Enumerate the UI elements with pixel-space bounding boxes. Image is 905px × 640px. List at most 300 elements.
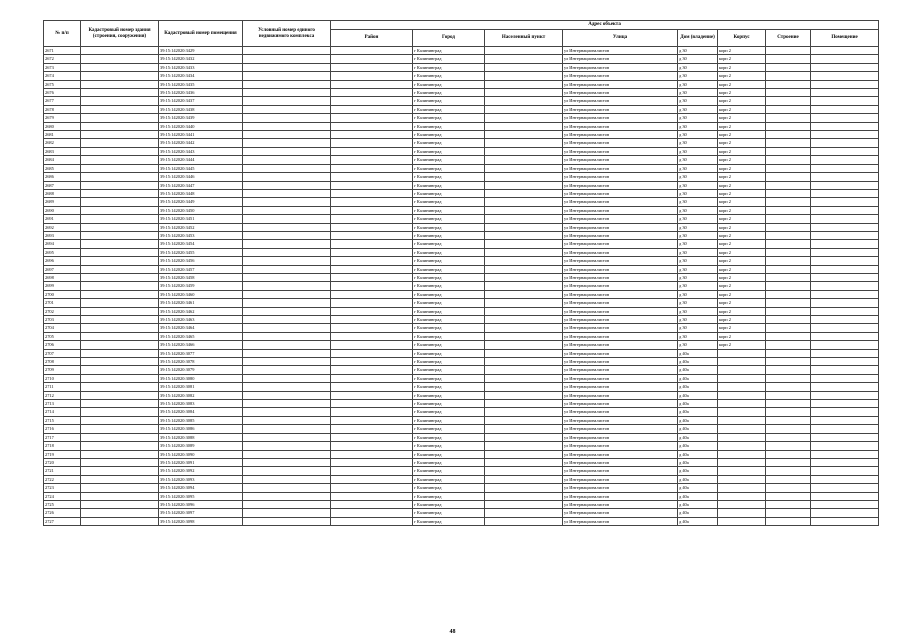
- cell-house: д 40а: [678, 400, 718, 408]
- cell-premise: [811, 265, 879, 273]
- cell-settlement: [485, 492, 563, 500]
- table-row: [44, 231, 879, 239]
- cell-premise: [811, 198, 879, 206]
- cell-district: [331, 80, 413, 88]
- cell-complex-number: [243, 189, 331, 197]
- cell-city: г Калининград: [413, 240, 485, 248]
- cell-district: [331, 265, 413, 273]
- cell-premise-cadastral: 39:15:142020:3445: [159, 164, 243, 172]
- cell-house: д 40а: [678, 433, 718, 441]
- cell-complex-number: [243, 307, 331, 315]
- cell-premise: [811, 164, 879, 172]
- cell-settlement: [485, 156, 563, 164]
- cell-city: г Калининград: [413, 63, 485, 71]
- cell-building-cadastral: [81, 248, 159, 256]
- cell-house: д 40а: [678, 366, 718, 374]
- cell-city: г Калининград: [413, 189, 485, 197]
- cell-building-cadastral: [81, 114, 159, 122]
- cell-structure: [766, 63, 811, 71]
- cell-num: 2682: [44, 139, 81, 147]
- cell-district: [331, 307, 413, 315]
- cell-building: корп 2: [718, 139, 766, 147]
- cell-settlement: [485, 366, 563, 374]
- cell-complex-number: [243, 290, 331, 298]
- cell-premise: [811, 248, 879, 256]
- cell-num: 2716: [44, 425, 81, 433]
- cell-building: корп 2: [718, 114, 766, 122]
- cell-district: [331, 231, 413, 239]
- cell-num: 2681: [44, 131, 81, 139]
- cell-complex-number: [243, 450, 331, 458]
- table-row: [44, 72, 879, 80]
- header-street: Улица: [563, 30, 678, 47]
- cell-premise-cadastral: 39:15:142020:3449: [159, 198, 243, 206]
- cell-structure: [766, 215, 811, 223]
- cell-building: корп 2: [718, 290, 766, 298]
- cell-district: [331, 248, 413, 256]
- cell-premise-cadastral: 39:15:142020:3090: [159, 450, 243, 458]
- cell-structure: [766, 231, 811, 239]
- cell-building: [718, 450, 766, 458]
- cell-street: ул Интернационалистов: [563, 500, 678, 508]
- cell-num: 2723: [44, 484, 81, 492]
- cell-premise-cadastral: 39:15:142020:3457: [159, 265, 243, 273]
- cell-complex-number: [243, 492, 331, 500]
- cell-premise-cadastral: 39:15:142020:3095: [159, 492, 243, 500]
- cell-building-cadastral: [81, 257, 159, 265]
- cell-premise-cadastral: 39:15:142020:3460: [159, 290, 243, 298]
- cell-num: 2679: [44, 114, 81, 122]
- cell-complex-number: [243, 164, 331, 172]
- cell-premise: [811, 374, 879, 382]
- cell-structure: [766, 206, 811, 214]
- cell-house: д 40а: [678, 416, 718, 424]
- cell-district: [331, 198, 413, 206]
- cell-house: д 30: [678, 341, 718, 349]
- cell-premise-cadastral: 39:15:142020:3080: [159, 374, 243, 382]
- cell-settlement: [485, 89, 563, 97]
- table-row: [44, 324, 879, 332]
- cell-num: 2677: [44, 97, 81, 105]
- header-building: Корпус: [718, 30, 766, 47]
- cell-premise-cadastral: 39:15:142020:3464: [159, 324, 243, 332]
- cell-city: г Калининград: [413, 47, 485, 55]
- cell-complex-number: [243, 299, 331, 307]
- cell-premise: [811, 442, 879, 450]
- cell-building-cadastral: [81, 215, 159, 223]
- cell-premise-cadastral: 39:15:142020:3092: [159, 467, 243, 475]
- cell-district: [331, 105, 413, 113]
- table-row: [44, 500, 879, 508]
- cell-building-cadastral: [81, 299, 159, 307]
- table-body: [44, 47, 879, 526]
- cell-street: ул Интернационалистов: [563, 89, 678, 97]
- cell-premise: [811, 215, 879, 223]
- cell-complex-number: [243, 358, 331, 366]
- cell-settlement: [485, 47, 563, 55]
- cell-settlement: [485, 80, 563, 88]
- register-sheet: [43, 20, 878, 526]
- cell-city: г Калининград: [413, 349, 485, 357]
- cell-structure: [766, 358, 811, 366]
- cell-premise: [811, 223, 879, 231]
- cell-structure: [766, 425, 811, 433]
- table-row: [44, 223, 879, 231]
- cell-premise-cadastral: 39:15:142020:3441: [159, 131, 243, 139]
- cell-complex-number: [243, 282, 331, 290]
- cell-street: ул Интернационалистов: [563, 492, 678, 500]
- cell-complex-number: [243, 425, 331, 433]
- cell-city: г Калининград: [413, 257, 485, 265]
- cell-district: [331, 358, 413, 366]
- cell-settlement: [485, 114, 563, 122]
- cell-building: корп 2: [718, 265, 766, 273]
- cell-house: д 40а: [678, 374, 718, 382]
- cell-building-cadastral: [81, 290, 159, 298]
- cell-structure: [766, 517, 811, 525]
- cell-district: [331, 450, 413, 458]
- cell-premise-cadastral: 39:15:142020:3461: [159, 299, 243, 307]
- cell-house: д 30: [678, 273, 718, 281]
- cell-district: [331, 164, 413, 172]
- cell-building-cadastral: [81, 366, 159, 374]
- cell-building-cadastral: [81, 433, 159, 441]
- cell-num: 2672: [44, 55, 81, 63]
- cell-street: ул Интернационалистов: [563, 484, 678, 492]
- cell-street: ул Интернационалистов: [563, 156, 678, 164]
- cell-building: [718, 500, 766, 508]
- cell-city: г Калининград: [413, 307, 485, 315]
- cell-street: ул Интернационалистов: [563, 189, 678, 197]
- cell-district: [331, 257, 413, 265]
- cell-street: ул Интернационалистов: [563, 273, 678, 281]
- cell-complex-number: [243, 442, 331, 450]
- cell-settlement: [485, 122, 563, 130]
- cell-city: г Калининград: [413, 215, 485, 223]
- cell-structure: [766, 416, 811, 424]
- cell-district: [331, 215, 413, 223]
- cell-complex-number: [243, 105, 331, 113]
- cell-house: д 30: [678, 324, 718, 332]
- cell-premise-cadastral: 39:15:142020:3094: [159, 484, 243, 492]
- cell-structure: [766, 164, 811, 172]
- cell-house: д 40а: [678, 408, 718, 416]
- cell-structure: [766, 442, 811, 450]
- cell-house: д 30: [678, 122, 718, 130]
- cell-street: ул Интернационалистов: [563, 433, 678, 441]
- cell-premise-cadastral: 39:15:142020:3450: [159, 206, 243, 214]
- table-row: [44, 282, 879, 290]
- cell-num: 2708: [44, 358, 81, 366]
- cell-settlement: [485, 458, 563, 466]
- cell-street: ул Интернационалистов: [563, 383, 678, 391]
- cell-premise-cadastral: 39:15:142020:3435: [159, 80, 243, 88]
- cell-building-cadastral: [81, 47, 159, 55]
- cell-complex-number: [243, 349, 331, 357]
- cell-settlement: [485, 173, 563, 181]
- cell-district: [331, 273, 413, 281]
- cell-street: ул Интернационалистов: [563, 248, 678, 256]
- cell-building-cadastral: [81, 341, 159, 349]
- cell-structure: [766, 349, 811, 357]
- cell-num: 2687: [44, 181, 81, 189]
- cell-premise-cadastral: 39:15:142020:3437: [159, 97, 243, 105]
- cell-street: ул Интернационалистов: [563, 198, 678, 206]
- header-num: № п/п: [44, 21, 81, 47]
- cell-num: 2694: [44, 240, 81, 248]
- cell-street: ул Интернационалистов: [563, 408, 678, 416]
- cell-complex-number: [243, 408, 331, 416]
- cell-house: д 30: [678, 105, 718, 113]
- cell-district: [331, 425, 413, 433]
- cell-house: д 30: [678, 131, 718, 139]
- cell-building: корп 2: [718, 248, 766, 256]
- cell-premise: [811, 484, 879, 492]
- cell-city: г Калининград: [413, 316, 485, 324]
- cell-house: д 40а: [678, 442, 718, 450]
- table-row: [44, 290, 879, 298]
- cell-structure: [766, 105, 811, 113]
- cell-city: г Калининград: [413, 408, 485, 416]
- cell-settlement: [485, 105, 563, 113]
- cell-district: [331, 290, 413, 298]
- cell-num: 2700: [44, 290, 81, 298]
- cell-building-cadastral: [81, 139, 159, 147]
- cell-building: [718, 425, 766, 433]
- cell-num: 2707: [44, 349, 81, 357]
- cell-building-cadastral: [81, 400, 159, 408]
- cell-structure: [766, 475, 811, 483]
- table-row: [44, 181, 879, 189]
- cell-premise: [811, 181, 879, 189]
- table-row: [44, 80, 879, 88]
- cell-street: ул Интернационалистов: [563, 114, 678, 122]
- cell-city: г Калининград: [413, 467, 485, 475]
- cell-district: [331, 517, 413, 525]
- cell-house: д 40а: [678, 358, 718, 366]
- cell-city: г Калининград: [413, 442, 485, 450]
- cell-premise: [811, 63, 879, 71]
- cell-settlement: [485, 324, 563, 332]
- cell-house: д 30: [678, 240, 718, 248]
- cell-city: г Калининград: [413, 181, 485, 189]
- cell-premise: [811, 458, 879, 466]
- cell-building-cadastral: [81, 484, 159, 492]
- cell-structure: [766, 467, 811, 475]
- cell-house: д 30: [678, 72, 718, 80]
- cell-premise: [811, 231, 879, 239]
- cell-complex-number: [243, 89, 331, 97]
- cell-building-cadastral: [81, 89, 159, 97]
- cell-house: д 30: [678, 231, 718, 239]
- cell-premise: [811, 316, 879, 324]
- cell-district: [331, 324, 413, 332]
- cell-building: корп 2: [718, 332, 766, 340]
- cell-structure: [766, 509, 811, 517]
- cell-building-cadastral: [81, 316, 159, 324]
- cell-complex-number: [243, 122, 331, 130]
- cell-premise: [811, 433, 879, 441]
- table-row: [44, 114, 879, 122]
- cell-structure: [766, 282, 811, 290]
- cell-building-cadastral: [81, 391, 159, 399]
- cell-city: г Калининград: [413, 105, 485, 113]
- cell-city: г Калининград: [413, 223, 485, 231]
- cell-settlement: [485, 442, 563, 450]
- cell-house: д 30: [678, 257, 718, 265]
- cell-num: 2713: [44, 400, 81, 408]
- cell-city: г Калининград: [413, 358, 485, 366]
- table-row: [44, 89, 879, 97]
- cell-district: [331, 240, 413, 248]
- cell-building-cadastral: [81, 198, 159, 206]
- cell-num: 2673: [44, 63, 81, 71]
- cell-street: ул Интернационалистов: [563, 265, 678, 273]
- cell-house: д 30: [678, 290, 718, 298]
- cell-complex-number: [243, 517, 331, 525]
- cell-premise-cadastral: 39:15:142020:3444: [159, 156, 243, 164]
- cell-complex-number: [243, 131, 331, 139]
- cell-premise: [811, 425, 879, 433]
- cell-house: д 40а: [678, 475, 718, 483]
- cell-premise-cadastral: 39:15:142020:3077: [159, 349, 243, 357]
- cell-settlement: [485, 248, 563, 256]
- cell-building: корп 2: [718, 164, 766, 172]
- cell-district: [331, 282, 413, 290]
- cell-structure: [766, 147, 811, 155]
- cell-premise: [811, 273, 879, 281]
- cell-num: 2710: [44, 374, 81, 382]
- cell-street: ул Интернационалистов: [563, 341, 678, 349]
- cell-num: 2671: [44, 47, 81, 55]
- table-row: [44, 55, 879, 63]
- cell-street: ул Интернационалистов: [563, 509, 678, 517]
- cell-city: г Калининград: [413, 475, 485, 483]
- cell-city: г Калининград: [413, 156, 485, 164]
- cell-building: [718, 349, 766, 357]
- cell-num: 2685: [44, 164, 81, 172]
- cell-building-cadastral: [81, 324, 159, 332]
- cell-building-cadastral: [81, 509, 159, 517]
- cell-house: д 30: [678, 55, 718, 63]
- cell-city: г Калининград: [413, 265, 485, 273]
- cell-building: корп 2: [718, 156, 766, 164]
- cell-building: [718, 400, 766, 408]
- header-premise: Помещение: [811, 30, 879, 47]
- cell-num: 2717: [44, 433, 81, 441]
- cell-complex-number: [243, 509, 331, 517]
- cell-house: д 40а: [678, 349, 718, 357]
- cell-building: корп 2: [718, 189, 766, 197]
- cell-district: [331, 500, 413, 508]
- cell-premise-cadastral: 39:15:142020:3456: [159, 257, 243, 265]
- cell-district: [331, 47, 413, 55]
- cell-building-cadastral: [81, 173, 159, 181]
- cell-structure: [766, 198, 811, 206]
- cell-city: г Калининград: [413, 97, 485, 105]
- cell-complex-number: [243, 181, 331, 189]
- cell-house: д 40а: [678, 383, 718, 391]
- cell-district: [331, 316, 413, 324]
- cell-settlement: [485, 349, 563, 357]
- cell-city: г Калининград: [413, 484, 485, 492]
- table-row: [44, 366, 879, 374]
- cell-structure: [766, 458, 811, 466]
- cell-building-cadastral: [81, 231, 159, 239]
- cell-building-cadastral: [81, 164, 159, 172]
- cell-street: ул Интернационалистов: [563, 450, 678, 458]
- header-premise-cadastral: Кадастровый номер помещения: [159, 21, 243, 47]
- table-row: [44, 383, 879, 391]
- cell-building: корп 2: [718, 215, 766, 223]
- cell-complex-number: [243, 139, 331, 147]
- cell-district: [331, 173, 413, 181]
- cell-num: 2705: [44, 332, 81, 340]
- cell-settlement: [485, 341, 563, 349]
- cell-settlement: [485, 433, 563, 441]
- cell-num: 2701: [44, 299, 81, 307]
- cell-complex-number: [243, 433, 331, 441]
- cell-num: 2704: [44, 324, 81, 332]
- cell-settlement: [485, 316, 563, 324]
- cell-complex-number: [243, 273, 331, 281]
- table-row: [44, 467, 879, 475]
- cell-premise-cadastral: 39:15:142020:3083: [159, 400, 243, 408]
- cell-num: 2680: [44, 122, 81, 130]
- cell-complex-number: [243, 484, 331, 492]
- cell-premise-cadastral: 39:15:142020:3436: [159, 89, 243, 97]
- cell-premise: [811, 341, 879, 349]
- table-row: [44, 416, 879, 424]
- cell-building: [718, 358, 766, 366]
- header-district: Район: [331, 30, 413, 47]
- cell-premise-cadastral: 39:15:142020:3434: [159, 72, 243, 80]
- table-row: [44, 122, 879, 130]
- cell-premise-cadastral: 39:15:142020:3089: [159, 442, 243, 450]
- cell-street: ул Интернационалистов: [563, 139, 678, 147]
- cell-district: [331, 63, 413, 71]
- cell-district: [331, 467, 413, 475]
- cell-city: г Калининград: [413, 517, 485, 525]
- table-row: [44, 475, 879, 483]
- cell-complex-number: [243, 458, 331, 466]
- cell-premise: [811, 257, 879, 265]
- cell-num: 2722: [44, 475, 81, 483]
- cell-settlement: [485, 231, 563, 239]
- cell-city: г Калининград: [413, 248, 485, 256]
- cell-premise: [811, 131, 879, 139]
- cell-settlement: [485, 131, 563, 139]
- table-row: [44, 265, 879, 273]
- cell-num: 2689: [44, 198, 81, 206]
- cell-district: [331, 131, 413, 139]
- cell-building-cadastral: [81, 358, 159, 366]
- cell-city: г Калининград: [413, 231, 485, 239]
- cell-structure: [766, 265, 811, 273]
- cell-building-cadastral: [81, 349, 159, 357]
- cell-settlement: [485, 383, 563, 391]
- cell-building: корп 2: [718, 72, 766, 80]
- cell-building: корп 2: [718, 47, 766, 55]
- table-row: [44, 509, 879, 517]
- cell-district: [331, 433, 413, 441]
- cell-district: [331, 366, 413, 374]
- cell-complex-number: [243, 391, 331, 399]
- cell-num: 2697: [44, 265, 81, 273]
- table-row: [44, 517, 879, 525]
- cell-premise: [811, 206, 879, 214]
- table-row: [44, 349, 879, 357]
